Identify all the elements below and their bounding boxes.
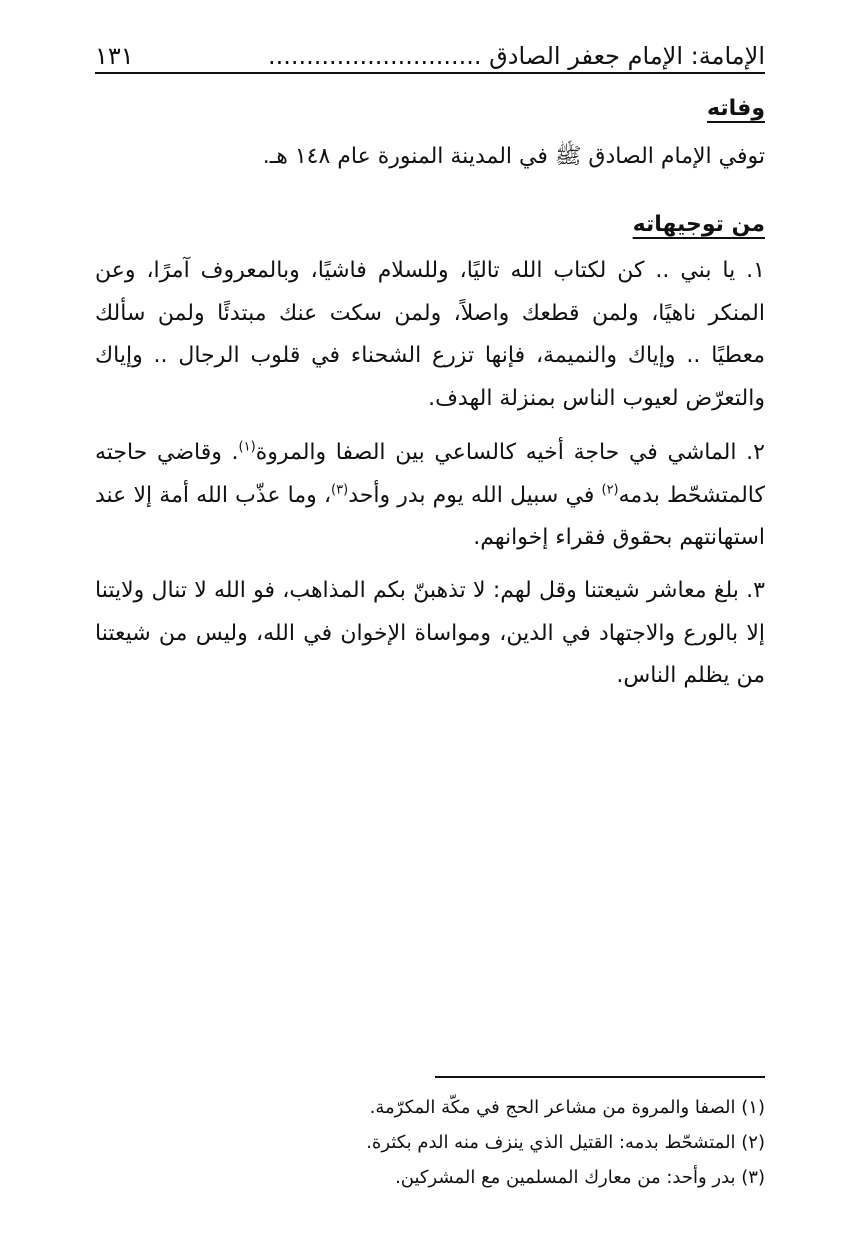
footnote-1: (١) الصفا والمروة من مشاعر الحج في مكّة المكرّمة. [369,1097,765,1118]
footnote-ref-3: (٣) [331,482,349,498]
guidance-item-3: ٣. بلغ معاشر شيعتنا وقل لهم: لا تذهبنّ بكم المذاهب، فو الله لا تنال ولايتنا إلا بالورع والاجتهاد في الدين، ومواساة الإخوان في الله، وليس من شيعتنا من يظلم الناس. [95,578,765,688]
footnote-2: (٢) المتشحّط بدمه: القتيل الذي ينزف منه الدم بكثرة. [366,1132,765,1153]
page-number: ١٣١ [95,42,134,70]
section-heading-guidance: من توجيهاته [632,212,765,237]
footnotes-list [95,1090,765,1195]
guidance-item-2 [95,432,765,560]
guidance-item-2-text-a: ٢. الماشي في حاجة أخيه كالساعي بين الصفا والمروة [255,440,765,465]
guidance-item-2-text-b: . وقاضي حاجته كالمتشحّط بدمه [95,440,765,508]
running-header [95,32,765,74]
footnote-ref-1: (١) [238,439,256,455]
section-heading-death: وفاته [707,96,765,121]
guidance-item-2-text-d: ، وما عذّب الله أمة إلا عند استهانتهم بحقوق فقراء إخوانهم. [95,482,765,550]
death-paragraph: توفي الإمام الصادق ﷺ في المدينة المنورة عام ١٤٨ هـ. [262,144,765,169]
guidance-item-2-text-c: في سبيل الله يوم بدر وأحد [348,482,602,508]
footnote-divider [435,1076,765,1078]
footnote-ref-2: (٢) [601,482,619,498]
guidance-item-1: ١. يا بني .. كن لكتاب الله تاليًا، وللسلام فاشيًا، وبالمعروف آمرًا، وعن المنكر ناهيًا، ولمن قطعك واصلاً، ولمن سكت عنك مبتدئًا ولمن سألك معطيًا .. وإياك والنميمة، فإنها تزرع الشحناء في قلوب الرجال .. وإياك والتعرّض لعيوب الناس بمنزلة الهدف. [95,258,765,411]
footnote-3: (٣) بدر وأحد: من معارك المسلمين مع المشركين. [395,1167,765,1188]
book-page [95,0,765,1249]
running-title: الإمامة: الإمام جعفر الصادق ............................ [267,42,765,70]
